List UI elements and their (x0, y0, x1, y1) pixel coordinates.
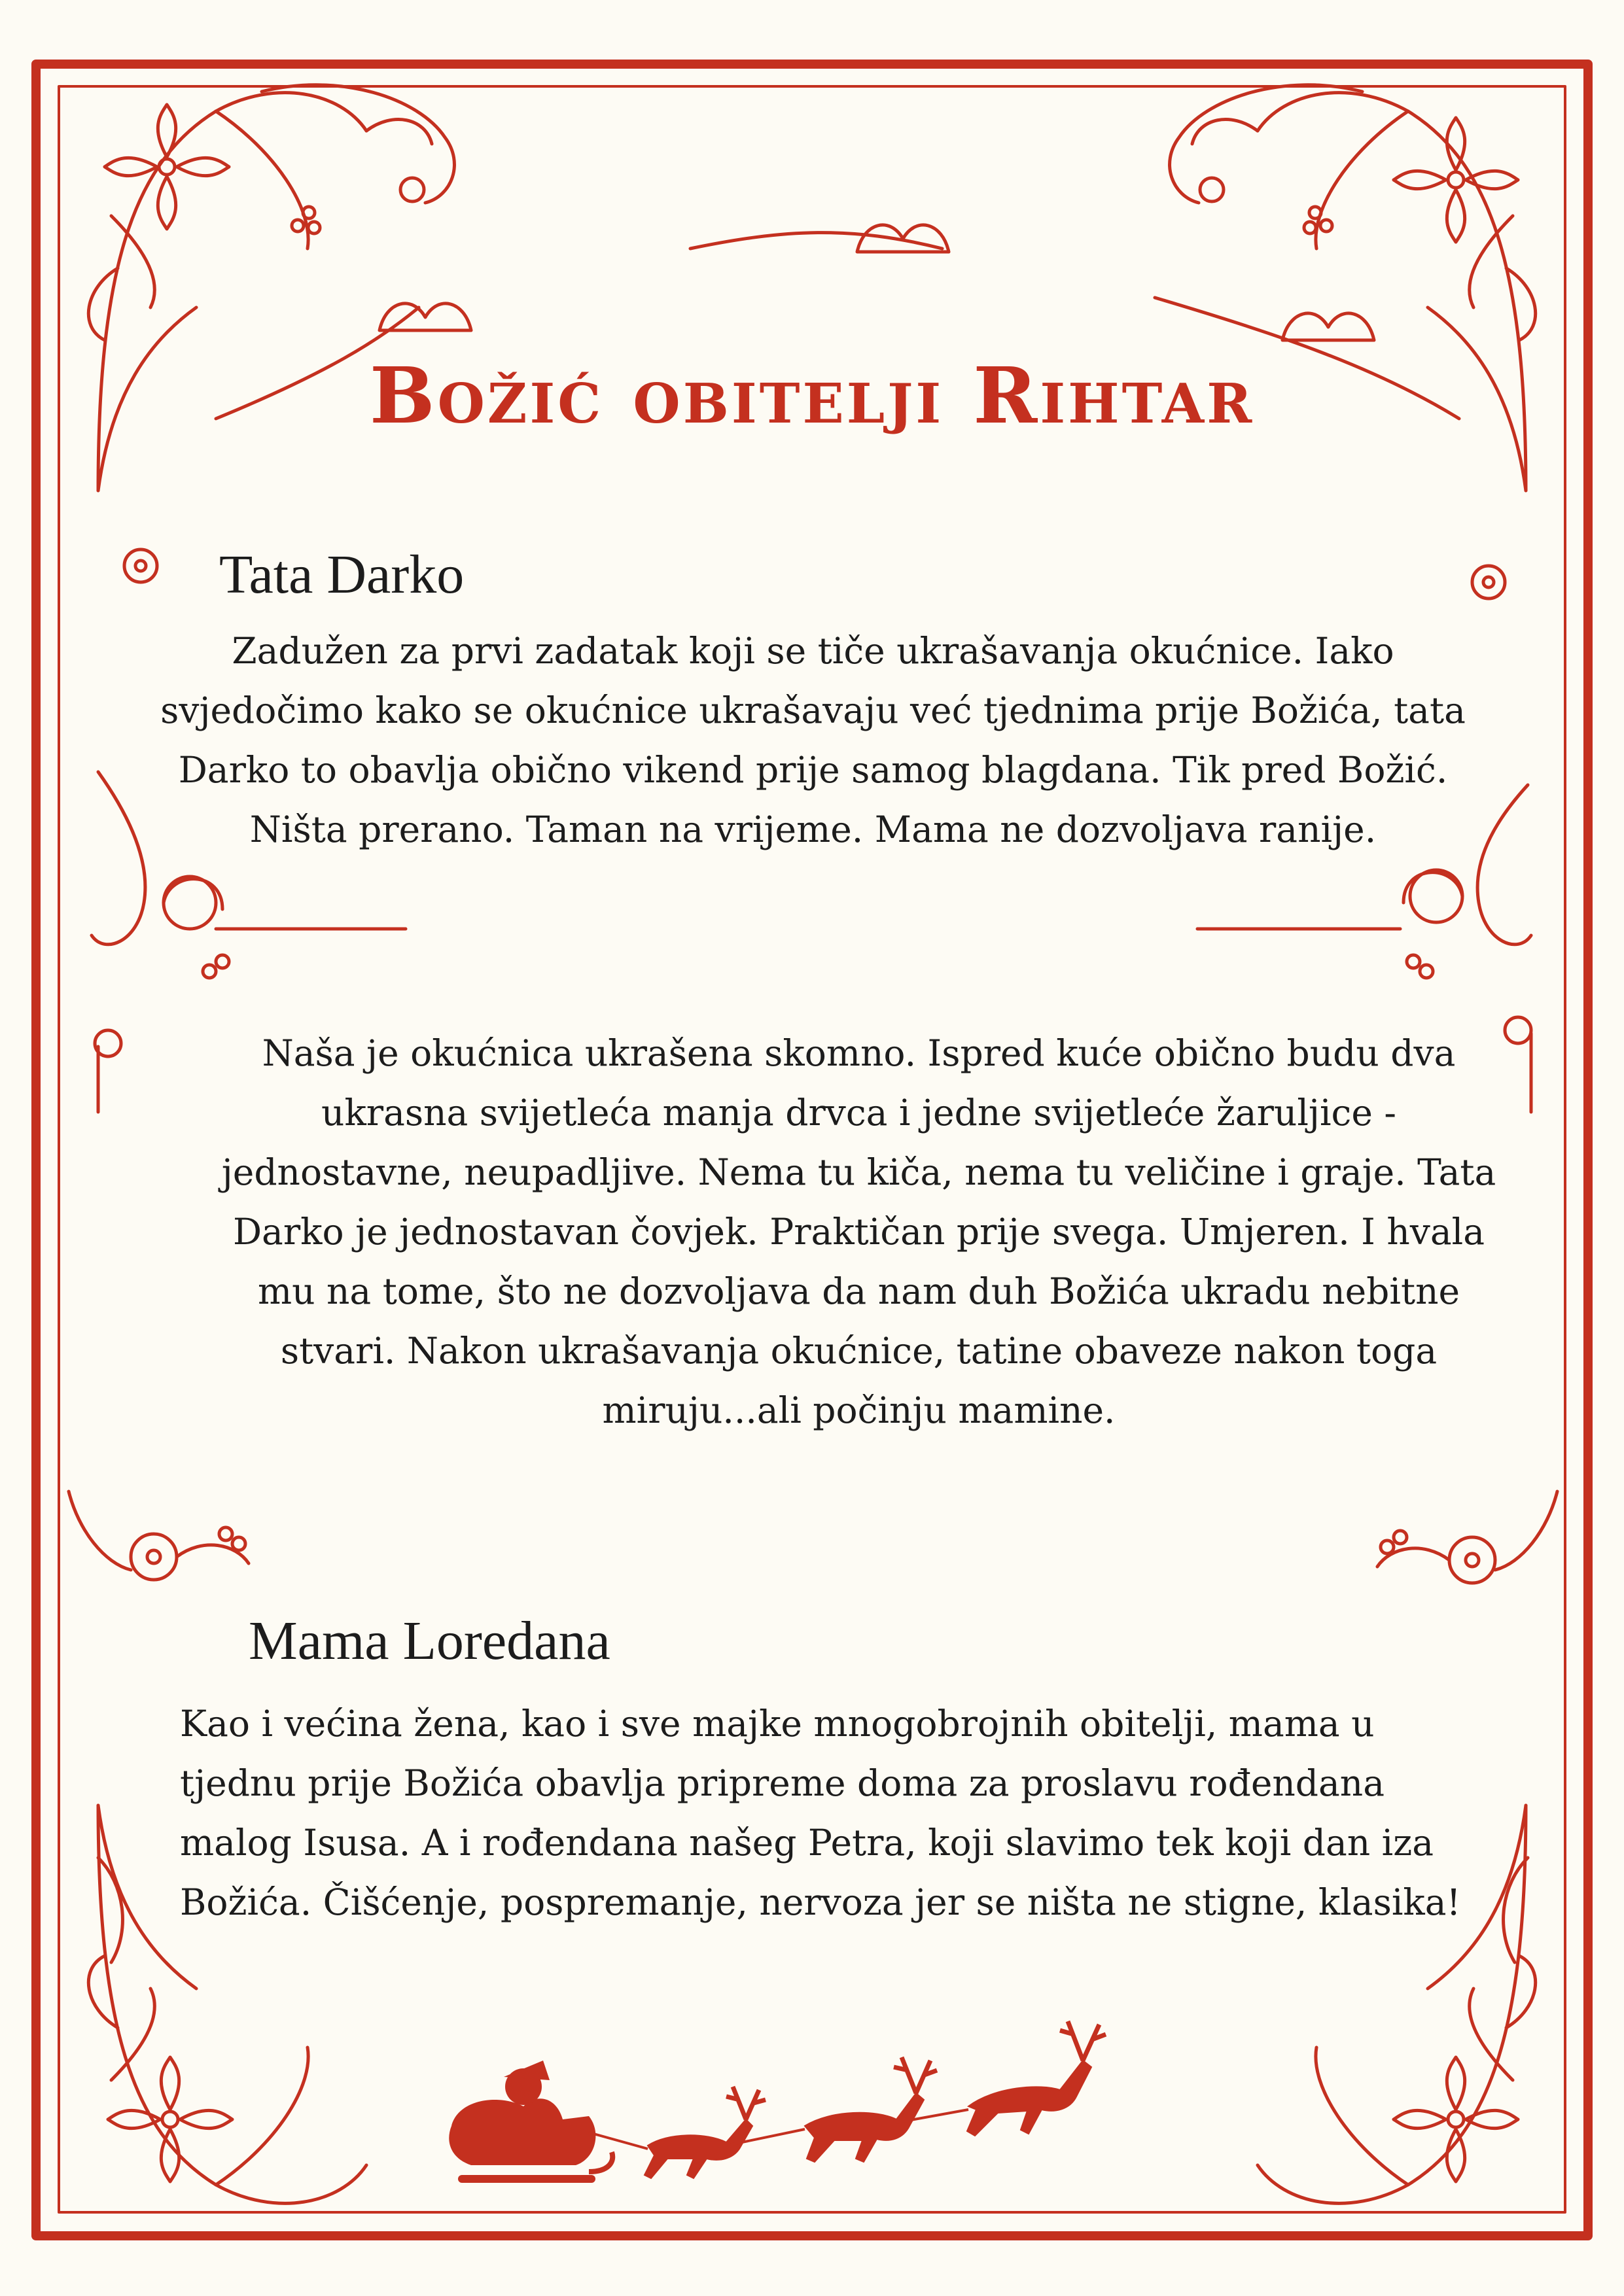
page-title: Božić obitelji Rihtar (369, 350, 1255, 441)
flower-icon-top-left (105, 105, 229, 229)
section-heading-tata-darko: Tata Darko (219, 544, 465, 605)
section-paragraph-mama-loredana: Kao i većina žena, kao i sve majke mnogobrojnih obitelji, mama u tjednu prije Božića obavlja pripreme doma za proslavu rođendana malog Isusa. A i rođendana našeg Petra, koji slavimo tek koji dan iza Božića. Čišćenje, pospremanje, nervoza jer se ništa ne stigne, klasika! (180, 1703, 1461, 1923)
reindeer-icon (805, 2057, 937, 2162)
reindeer-icon (967, 2021, 1106, 2136)
flower-icon-bottom-left (108, 2057, 232, 2182)
section-paragraph-tata-darko-2: Naša je okućnica ukrašena skomno. Ispred kuće obično budu dva ukrasna svijetleća manja drvca i jedne svijetleće žaruljice - jednostavne, neupadljive. Nema tu kiča, nema tu veličine i graje. Tata Darko je jednostavan čovjek. Praktičan prije svega. Umjeren. I hvala mu na tome, što ne dozvoljava da nam duh Božića ukradu nebitne stvari. Nakon ukrašavanja okućnice, tatine obaveze nakon toga miruju...ali počinju mamine. (221, 1032, 1496, 1431)
flower-icon-bottom-right (1394, 2057, 1518, 2182)
section-paragraph-tata-darko-1: Zadužen za prvi zadatak koji se tiče ukrašavanja okućnice. Iako svjedočimo kako se okućnice ukrašavaju već tjednima prije Božića, tata Darko to obavlja obično vikend prije samog blagdana. Tik pred Božić. Ništa prerano. Taman na vrijeme. Mama ne dozvoljava ranije. (160, 630, 1466, 850)
section-heading-mama-loredana: Mama Loredana (249, 1610, 610, 1671)
santa-sleigh-icon (449, 2061, 612, 2183)
flower-icon-top-right (1394, 118, 1518, 242)
reindeer-icon (644, 2087, 766, 2178)
